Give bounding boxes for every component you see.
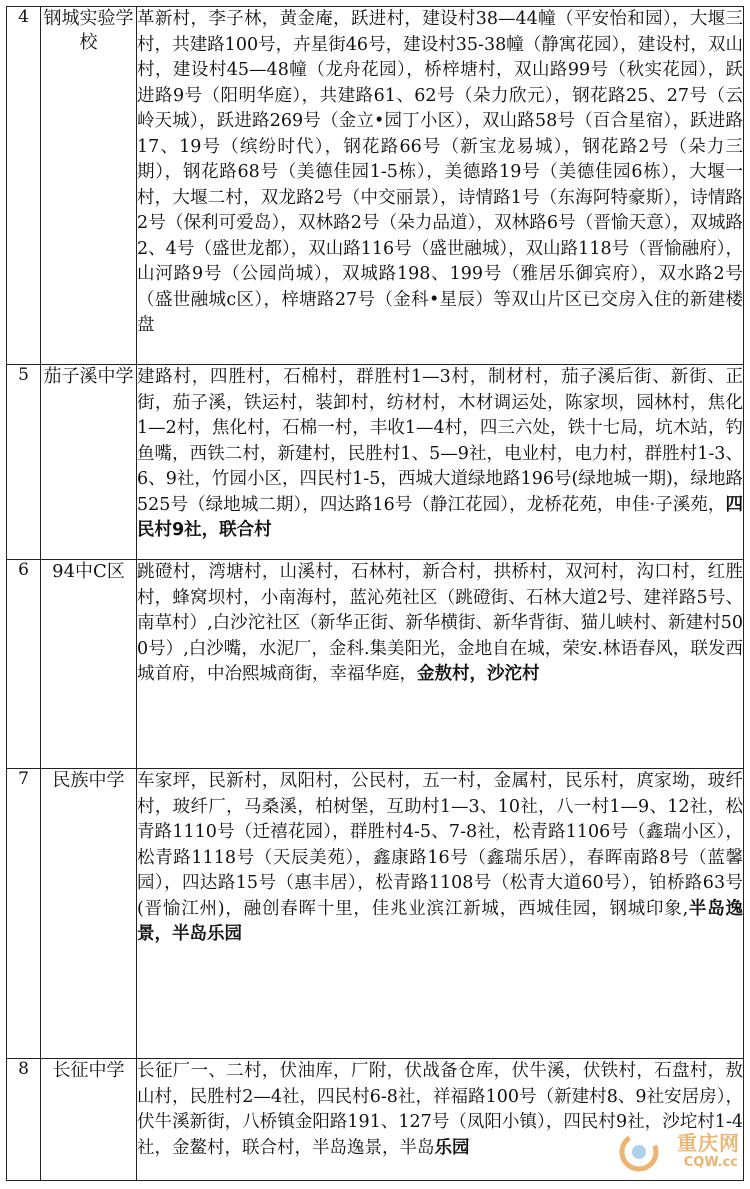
zone-area	[137, 560, 744, 769]
zone-area-bold: 四民村9社，联合村	[137, 494, 743, 540]
zone-area	[137, 769, 744, 1059]
row-number: 7	[7, 769, 41, 1059]
zone-area	[137, 365, 744, 560]
zone-area	[137, 7, 744, 365]
zone-area-bold: 乐园	[434, 1137, 470, 1158]
table-row	[7, 365, 744, 560]
table-row	[7, 1059, 744, 1181]
zone-area	[137, 1059, 744, 1181]
school-name: 钢城实验学校	[41, 7, 137, 365]
row-number: 4	[7, 7, 41, 365]
table-row	[7, 7, 744, 365]
row-number: 8	[7, 1059, 41, 1181]
school-name: 茄子溪中学	[41, 365, 137, 560]
watermark-subtext: CQW.cc	[683, 1155, 738, 1170]
row-number: 6	[7, 560, 41, 769]
zone-area-text: 革新村，李子林，黄金庵，跃进村，建设村38—44幢（平安怡和园），大堰三村，共建路100号，卉星街46号，建设村35-38幢（静寓花园），建设村，双山村，建设村45—48幢（龙舟花园），桥梓塘村，双山路99号（秋实花园），跃进路9号（阳明华庭），共建路61、62号（朵力欣元），钢花路25、27号（云岭天城），跃进路269号（金立•园丁小区），双山路58号（百合星宿），跃进路17、19号（缤纷时代），钢花路66号（新宝龙易城），钢花路2号（朵力三期），钢花路68号（美德佳园1-5栋），美德路19号（美德佳园6栋），大堰一村，大堰二村，双龙路2号（中交丽景），诗情路1号（东海阿特豪斯），诗情路2号（保利可爱岛），双林路2号（朵力品道），双林路6号（晋愉天意），双城路2、4号（盛世龙都），双山路116号（盛世融城），双山路118号（晋愉融府），山河路9号（公园尚城），双城路198、199号（雅居乐御宾府），双水路2号（盛世融城c区），梓塘路27号（金科•星辰）等双山片区已交房入住的新建楼盘	[137, 9, 743, 335]
zone-area-text: 长征厂一、二村，伏油库，厂附，伏战备仓库，伏牛溪，伏铁村，石盘村，敖山村，民胜村2—4社，四民村6-8社，祥福路100号（新建村8、9社安居房），伏牛溪新街，八桥镇金阳路191、127号（凤阳小镇），四民村9社，沙坨村1-4社，金鳌村，联合村，半岛逸景，半岛	[137, 1061, 743, 1158]
table-row	[7, 769, 744, 1059]
school-name: 民族中学	[41, 769, 137, 1059]
table-row	[7, 560, 744, 769]
zone-area-text: 建路村，四胜村，石棉村，群胜村1—3村，制材村，茄子溪后街、新街、正街，茄子溪，铁运村，装卸村，纺材村，木材调运处，陈家坝，园林村，焦化1—2村，焦化村，石棉一村，丰收1—4村，四三六处，铁十七局，坑木站，钓鱼嘴，西铁二村，新建村，民胜村1、5—9社，电业村，电力村，群胜村1-3、6、9社，竹园小区，四民村1-5，西城大道绿地路196号(绿地城一期)，绿地路525号（绿地城二期），四达路16号（静江花园），龙桥花苑，申佳·子溪苑，	[137, 367, 743, 515]
school-name: 94中C区	[41, 560, 137, 769]
watermark-text: 重庆网	[677, 1131, 740, 1155]
zone-area-bold: 金敖村，沙沱村	[417, 664, 540, 684]
zone-area-text: 车家坪，民新村，凤阳村，公民村，五一村，金属村，民乐村，庹家坳，玻纤村，玻纤厂，马桑溪，柏树堡，互助村1—3、10社，八一村1—9、12社，松青路1110号（迁禧花园），群胜村4-5、7-8社，松青路1106号（鑫瑞小区），松青路1118号（天辰美苑），鑫康路16号（鑫瑞乐居），春晖南路8号（蓝馨园），四达路15号（惠丰居），松青路1108号（松青大道60号），铂桥路63号(晋愉江州)，融创春晖十里，佳兆业滨江新城，西城佳园，钢城印象,	[137, 771, 743, 919]
zone-area-text: 跳磴村，湾塘村，山溪村，石林村，新合村，拱桥村，双河村，沟口村，红胜村，蜂窝坝村，小南海村，蓝沁苑社区（跳磴街、石林大道2号、建祥路5号、南草村）,白沙沱社区（新华正街、新华横街、新华背街、猫儿峡村、新建村500号）,白沙嘴，水泥厂，金科.集美阳光，金地自在城，荣安.林语春风，联发西城首府，中冶熙城商街，幸福华庭，	[137, 562, 743, 684]
row-number: 5	[7, 365, 41, 560]
zone-area-bold: 半岛逸景，半岛乐园	[137, 898, 744, 944]
enrollment-zone-table	[6, 6, 744, 1181]
school-name: 长征中学	[41, 1059, 137, 1181]
